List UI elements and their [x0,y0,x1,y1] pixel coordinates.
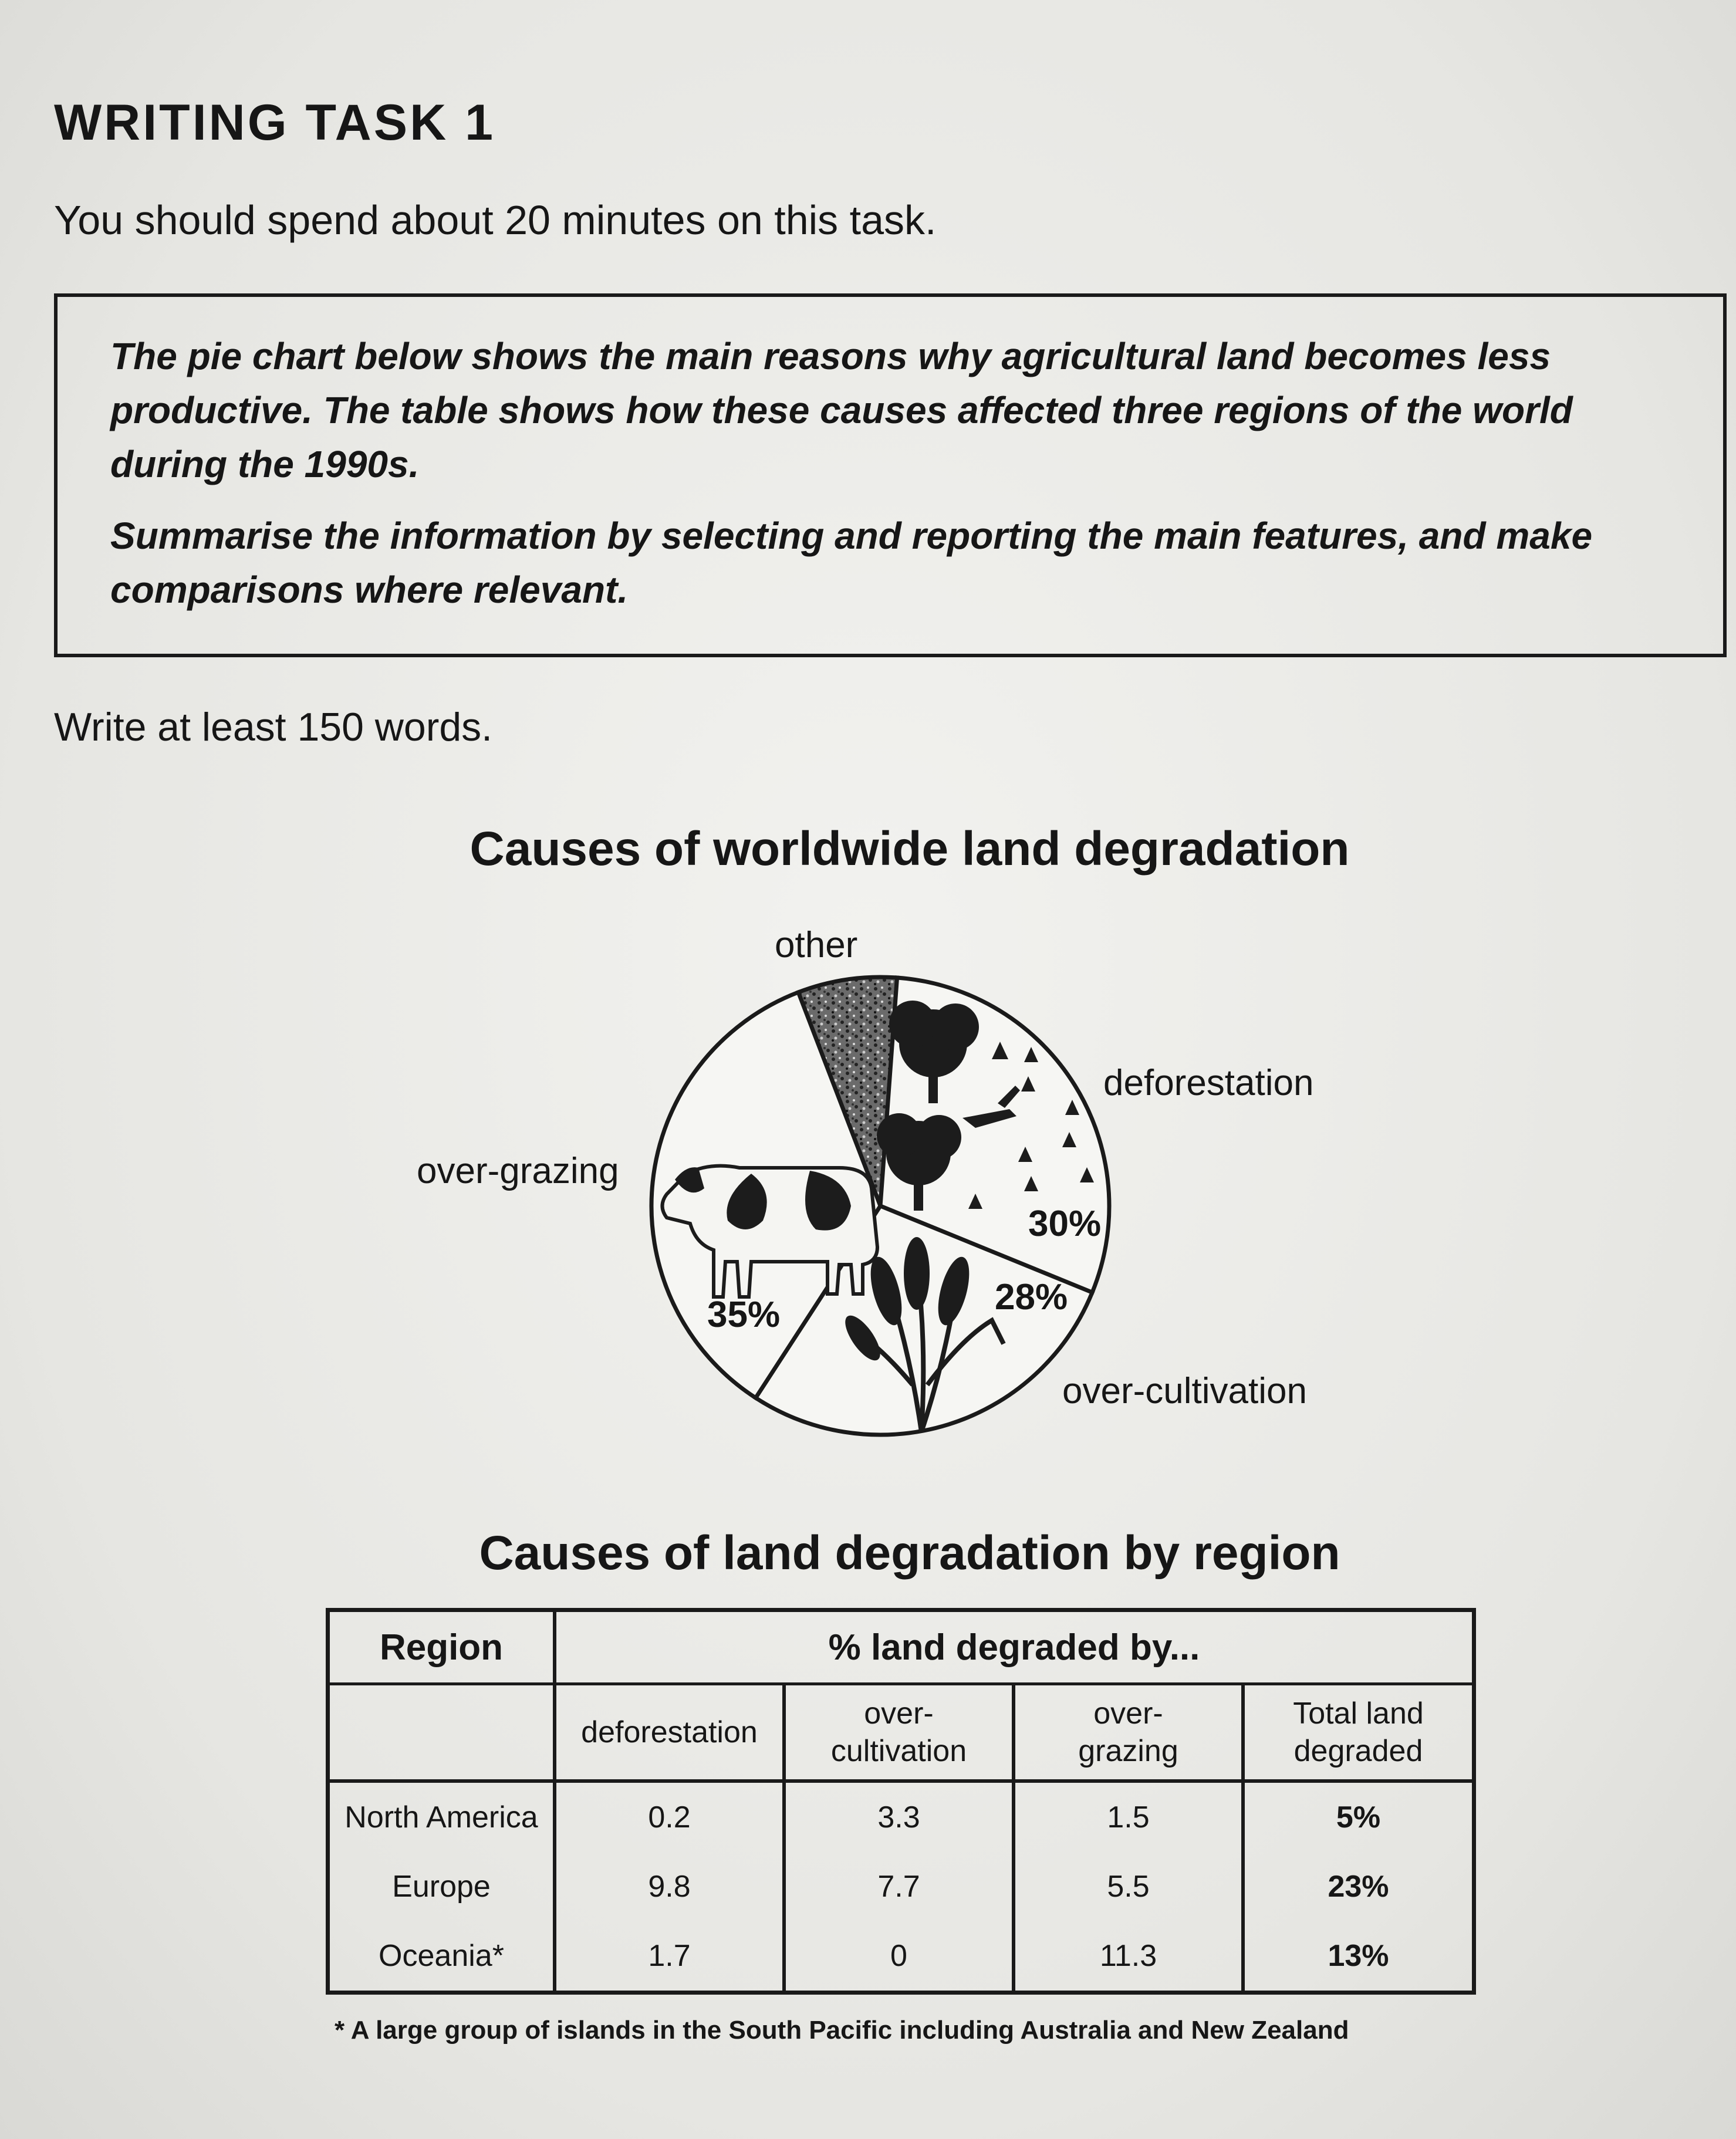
header-over-grazing [1014,1684,1243,1782]
task-description: The pie chart below shows the main reasons why agricultural land becomes less productive. The table shows how these causes affected three regions of the world during the 1990s. [110,335,1573,485]
slice-label-over-cultivation: over-cultivation [1062,1371,1307,1411]
cell-over-grazing: 11.3 [1014,1921,1243,1993]
header-deforestation-text: deforestation [581,1715,758,1749]
degradation-table [326,1608,1476,1995]
slice-value-over-grazing: 35% [707,1295,781,1335]
cell-total: 5% [1243,1781,1474,1852]
header-deforestation [555,1684,784,1782]
header-total [1243,1684,1474,1782]
row-region: Oceania* [328,1921,555,1993]
cell-total: 23% [1243,1852,1474,1921]
cell-over-grazing: 1.5 [1014,1781,1243,1852]
cell-over-cultivation: 3.3 [784,1781,1014,1852]
cell-deforestation: 1.7 [555,1921,784,1993]
cell-deforestation: 9.8 [555,1852,784,1921]
pie-chart-title: Causes of worldwide land degradation [470,822,1350,876]
cell-deforestation: 0.2 [555,1781,784,1852]
task-directive: Summarise the information by selecting and reporting the main features, and make comparisons where relevant. [110,515,1593,611]
table-title: Causes of land degradation by region [479,1526,1340,1580]
table-header-row [328,1610,1474,1684]
slice-value-deforestation: 30% [1028,1204,1102,1244]
header-line1: over- [864,1697,934,1731]
header-line2: cultivation [830,1734,967,1768]
header-over-cultivation [784,1684,1014,1782]
cell-over-cultivation: 7.7 [784,1852,1014,1921]
row-region: North America [328,1781,555,1852]
header-region: Region [328,1610,555,1684]
table-subheader-row [328,1684,1474,1782]
header-line2: grazing [1078,1734,1178,1768]
slice-value-over-cultivation: 28% [995,1277,1068,1317]
header-group: % land degraded by... [555,1610,1474,1684]
slice-label-deforestation: deforestation [1103,1063,1314,1103]
row-region: Europe [328,1852,555,1921]
table-row [328,1781,1474,1852]
task-heading: WRITING TASK 1 [54,94,495,151]
header-line1: Total land [1293,1697,1424,1731]
slice-label-over-grazing: over-grazing [417,1151,619,1191]
table-row [328,1921,1474,1993]
table-row [328,1852,1474,1921]
slice-label-other: other [775,925,858,965]
time-instruction: You should spend about 20 minutes on this task. [54,197,937,243]
table-footnote: * A large group of islands in the South Pacific including Australia and New Zealand [335,2016,1349,2045]
header-line1: over- [1093,1697,1163,1731]
cell-total: 13% [1243,1921,1474,1993]
header-region-blank [328,1684,555,1782]
header-line2: degraded [1293,1734,1423,1768]
cell-over-grazing: 5.5 [1014,1852,1243,1921]
cell-over-cultivation: 0 [784,1921,1014,1993]
word-requirement: Write at least 150 words. [54,705,493,749]
